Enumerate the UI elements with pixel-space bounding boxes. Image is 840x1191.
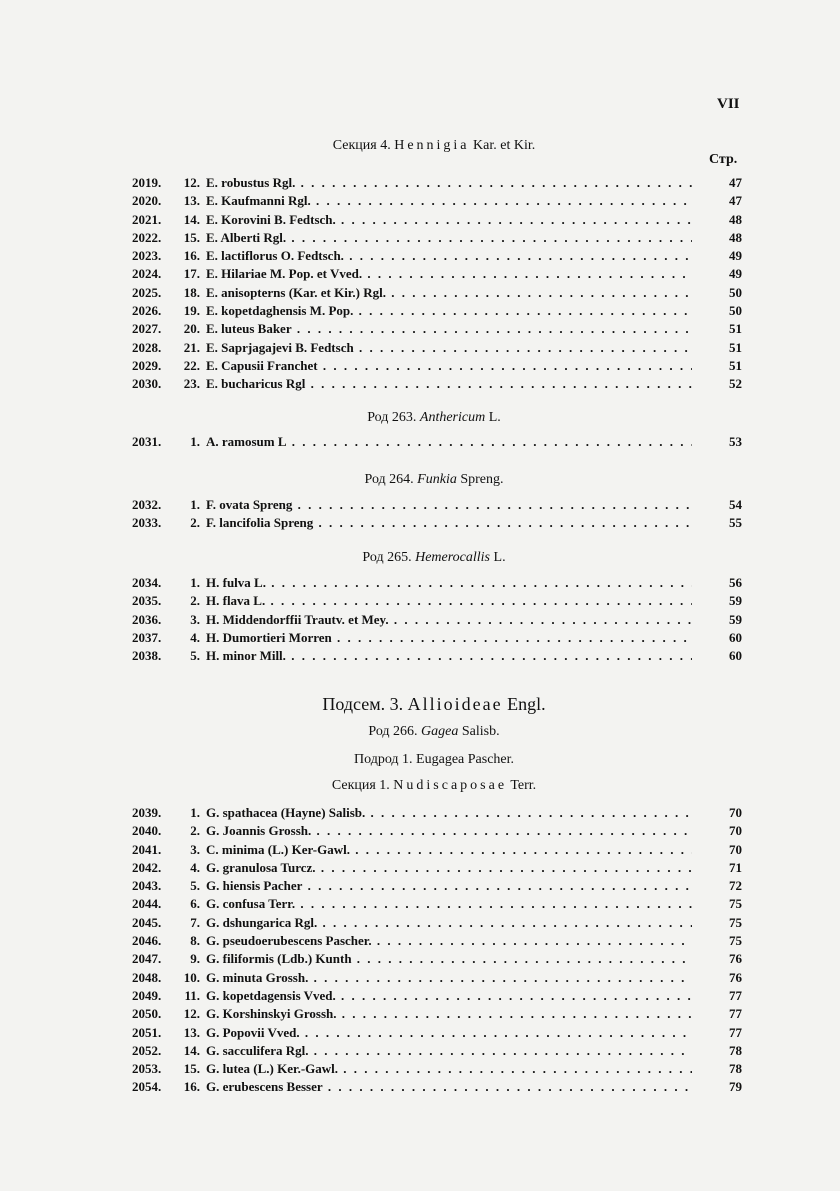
species-list-hemerocallis: [132, 574, 742, 665]
index-entry: [132, 647, 742, 665]
entry-number: 2033.: [132, 515, 162, 531]
entry-name: G. kopetdagensis Vved. . . .: [206, 987, 692, 1005]
entry-index: 3.: [190, 841, 200, 857]
entry-number: 2031.: [132, 434, 162, 449]
entry-name: E. Kaufmanni Rgl. . . .: [206, 192, 692, 210]
page-number: VII: [717, 96, 740, 112]
entry-page: 55: [729, 515, 742, 531]
entry-page: 54: [729, 497, 742, 512]
entry-index: 23.: [183, 376, 200, 392]
entry-number: 2021.: [132, 211, 162, 227]
entry-page: 59: [729, 611, 742, 627]
entry-name: G. granulosa Turcz. . . .: [206, 859, 692, 877]
entry-index: 7.: [190, 914, 200, 930]
species-list-hennigia: [132, 174, 742, 394]
entry-number: 2023.: [132, 248, 162, 264]
entry-page: 60: [729, 648, 742, 664]
index-entry: [132, 841, 742, 859]
index-entry: [132, 339, 742, 357]
entry-name: F. ovata Spreng . . .: [206, 496, 692, 514]
entry-number: 2042.: [132, 859, 162, 875]
index-entry: [132, 302, 742, 320]
entry-number: 2038.: [132, 648, 162, 664]
entry-index: 16.: [183, 248, 200, 264]
entry-number: 2052.: [132, 1042, 162, 1058]
entry-name: G. sacculifera Rgl. . . .: [206, 1042, 692, 1060]
entry-index: 20.: [183, 321, 200, 337]
entry-page: 52: [729, 376, 742, 392]
entry-name: G. pseudoerubescens Pascher. . . .: [206, 932, 692, 950]
entry-name: E. anisopterns (Kar. et Kir.) Rgl. . . .: [206, 284, 692, 302]
entry-index: 12.: [183, 175, 200, 190]
entry-number: 2034.: [132, 575, 162, 590]
entry-index: 12.: [183, 1006, 200, 1022]
entry-name: G. Popovii Vved. . . .: [206, 1024, 692, 1042]
entry-index: 1.: [190, 805, 200, 820]
entry-page: 56: [729, 575, 742, 590]
index-entry: [132, 804, 742, 822]
entry-index: 5.: [190, 878, 200, 894]
index-entry: [132, 1042, 742, 1060]
entry-number: 2049.: [132, 987, 162, 1003]
entry-index: 9.: [190, 951, 200, 967]
entry-name: G. erubescens Besser . . .: [206, 1078, 692, 1096]
subfamily-heading: Подсем. 3. Allioideae Engl.: [322, 694, 546, 714]
index-entry: [132, 877, 742, 895]
entry-name: C. minima (L.) Ker-Gawl. . . .: [206, 841, 692, 859]
entry-index: 4.: [190, 859, 200, 875]
entry-name: H. fulva L. . . .: [206, 574, 692, 592]
entry-number: 2032.: [132, 497, 162, 512]
entry-number: 2026.: [132, 303, 162, 319]
entry-number: 2029.: [132, 357, 162, 373]
entry-name: E. Alberti Rgl. . . .: [206, 229, 692, 247]
index-entry: [132, 822, 742, 840]
index-entry: [132, 174, 742, 192]
entry-index: 13.: [183, 193, 200, 209]
index-entry: [132, 265, 742, 283]
index-entry: [132, 987, 742, 1005]
index-entry: [132, 895, 742, 913]
entry-number: 2039.: [132, 805, 162, 820]
index-entry: [132, 859, 742, 877]
entry-name: E. Capusii Franchet . . .: [206, 357, 692, 375]
entry-name: G. Joannis Grossh. . . .: [206, 822, 692, 840]
entry-page: 75: [729, 914, 742, 930]
entry-index: 21.: [183, 339, 200, 355]
entry-page: 75: [729, 933, 742, 949]
index-entry: [132, 192, 742, 210]
entry-number: 2048.: [132, 969, 162, 985]
entry-page: 72: [729, 878, 742, 894]
entry-page: 50: [729, 284, 742, 300]
entry-name: A. ramosum L . . .: [206, 433, 692, 451]
entry-number: 2022.: [132, 229, 162, 245]
entry-name: H. Middendorffii Trautv. et Mey. . . .: [206, 611, 692, 629]
entry-name: G. hiensis Pacher . . .: [206, 877, 692, 895]
entry-page: 47: [729, 175, 742, 190]
entry-number: 2030.: [132, 376, 162, 392]
entry-name: G. minuta Grossh. . . .: [206, 969, 692, 987]
entry-number: 2037.: [132, 629, 162, 645]
entry-name: H. Dumortieri Morren . . .: [206, 629, 692, 647]
entry-index: 15.: [183, 229, 200, 245]
entry-name: G. Korshinskyi Grossh. . . .: [206, 1005, 692, 1023]
entry-name: E. Hilariae M. Pop. et Vved. . . .: [206, 265, 692, 283]
entry-page: 78: [729, 1061, 742, 1077]
entry-page: 59: [729, 593, 742, 609]
entry-name: E. Saprjagajevi B. Fedtsch . . .: [206, 339, 692, 357]
entry-name: H. minor Mill. . . .: [206, 647, 692, 665]
entry-page: 47: [729, 193, 742, 209]
entry-number: 2019.: [132, 175, 162, 190]
entry-index: 14.: [183, 1042, 200, 1058]
entry-page: 77: [729, 987, 742, 1003]
entry-index: 17.: [183, 266, 200, 282]
entry-number: 2041.: [132, 841, 162, 857]
entry-page: 49: [729, 248, 742, 264]
entry-index: 2.: [190, 515, 200, 531]
entry-page: 51: [729, 321, 742, 337]
entry-page: 50: [729, 303, 742, 319]
entry-index: 14.: [183, 211, 200, 227]
index-entry: [132, 229, 742, 247]
index-entry: [132, 950, 742, 968]
index-entry: [132, 611, 742, 629]
entry-page: 71: [729, 859, 742, 875]
index-entry: [132, 1005, 742, 1023]
entry-number: 2020.: [132, 193, 162, 209]
entry-index: 2.: [190, 593, 200, 609]
entry-number: 2047.: [132, 951, 162, 967]
entry-index: 18.: [183, 284, 200, 300]
entry-page: 53: [729, 434, 742, 449]
entry-page: 78: [729, 1042, 742, 1058]
genus-heading-hemerocallis: Род 265. Hemerocallis L.: [362, 550, 506, 565]
entry-name: E. bucharicus Rgl . . .: [206, 375, 692, 393]
entry-page: 76: [729, 969, 742, 985]
index-entry: [132, 496, 742, 514]
entry-page: 77: [729, 1024, 742, 1040]
genus-heading-anthericum: Род 263. Anthericum L.: [367, 410, 501, 425]
entry-page: 70: [729, 841, 742, 857]
entry-number: 2036.: [132, 611, 162, 627]
entry-name: E. robustus Rgl. . . .: [206, 174, 692, 192]
page-column-label: Стр.: [709, 152, 738, 167]
entry-index: 1.: [190, 497, 200, 512]
index-entry: [132, 592, 742, 610]
entry-name: E. kopetdaghensis M. Pop. . . .: [206, 302, 692, 320]
genus-heading-gagea: Род 266. Gagea Salisb.: [368, 724, 500, 739]
entry-page: 48: [729, 211, 742, 227]
index-entry: [132, 914, 742, 932]
index-entry: [132, 1024, 742, 1042]
index-entry: [132, 1060, 742, 1078]
entry-index: 6.: [190, 896, 200, 912]
entry-page: 77: [729, 1006, 742, 1022]
entry-index: 10.: [183, 969, 200, 985]
entry-index: 1.: [190, 434, 200, 449]
entry-page: 51: [729, 339, 742, 355]
entry-page: 49: [729, 266, 742, 282]
entry-page: 51: [729, 357, 742, 373]
entry-page: 76: [729, 951, 742, 967]
index-entry: [132, 320, 742, 338]
index-entry: [132, 211, 742, 229]
entry-index: 11.: [184, 987, 200, 1003]
entry-page: 75: [729, 896, 742, 912]
entry-number: 2028.: [132, 339, 162, 355]
entry-index: 22.: [183, 357, 200, 373]
entry-index: 1.: [190, 575, 200, 590]
entry-number: 2051.: [132, 1024, 162, 1040]
entry-index: 4.: [190, 629, 200, 645]
entry-name: G. confusa Terr. . . .: [206, 895, 692, 913]
entry-name: H. flava L. . . .: [206, 592, 692, 610]
entry-number: 2035.: [132, 593, 162, 609]
entry-index: 19.: [183, 303, 200, 319]
index-entry: [132, 969, 742, 987]
entry-index: 3.: [190, 611, 200, 627]
index-entry: [132, 932, 742, 950]
index-entry: [132, 514, 742, 532]
entry-index: 16.: [183, 1079, 200, 1095]
entry-name: E. luteus Baker . . .: [206, 320, 692, 338]
entry-number: 2024.: [132, 266, 162, 282]
entry-name: G. filiformis (Ldb.) Kunth . . .: [206, 950, 692, 968]
section-heading-nudiscaposae: Секция 1. Nudiscaposae Terr.: [331, 778, 537, 793]
species-list-funkia: [132, 496, 742, 533]
entry-index: 13.: [183, 1024, 200, 1040]
index-entry: [132, 574, 742, 592]
entry-number: 2053.: [132, 1061, 162, 1077]
entry-number: 2027.: [132, 321, 162, 337]
index-entry: [132, 1078, 742, 1096]
entry-page: 70: [729, 823, 742, 839]
species-list-gagea: [132, 804, 742, 1097]
entry-page: 79: [729, 1079, 742, 1095]
entry-number: 2025.: [132, 284, 162, 300]
entry-page: 60: [729, 629, 742, 645]
section-heading-hennigia: Секция 4. Hennigia Kar. et Kir.: [332, 138, 536, 153]
entry-name: G. lutea (L.) Ker.-Gawl. . . .: [206, 1060, 692, 1078]
index-entry: [132, 247, 742, 265]
genus-heading-funkia: Род 264. Funkia Spreng.: [364, 472, 504, 487]
index-entry: [132, 629, 742, 647]
entry-page: 70: [729, 805, 742, 820]
entry-index: 2.: [190, 823, 200, 839]
entry-number: 2046.: [132, 933, 162, 949]
species-list-anthericum: [132, 433, 742, 451]
entry-index: 5.: [190, 648, 200, 664]
index-entry: [132, 433, 742, 451]
subgenus-heading: Подрод 1. Eugagea Pascher.: [353, 752, 515, 767]
entry-number: 2050.: [132, 1006, 162, 1022]
entry-number: 2043.: [132, 878, 162, 894]
entry-number: 2054.: [132, 1079, 162, 1095]
entry-name: E. lactiflorus O. Fedtsch. . . .: [206, 247, 692, 265]
entry-number: 2045.: [132, 914, 162, 930]
entry-name: G. spathacea (Hayne) Salisb. . . .: [206, 804, 692, 822]
index-entry: [132, 284, 742, 302]
entry-name: F. lancifolia Spreng . . .: [206, 514, 692, 532]
entry-number: 2040.: [132, 823, 162, 839]
index-entry: [132, 357, 742, 375]
entry-name: E. Korovini B. Fedtsch. . . .: [206, 211, 692, 229]
entry-name: G. dshungarica Rgl. . . .: [206, 914, 692, 932]
entry-number: 2044.: [132, 896, 162, 912]
entry-index: 8.: [190, 933, 200, 949]
entry-page: 48: [729, 229, 742, 245]
index-entry: [132, 375, 742, 393]
entry-index: 15.: [183, 1061, 200, 1077]
